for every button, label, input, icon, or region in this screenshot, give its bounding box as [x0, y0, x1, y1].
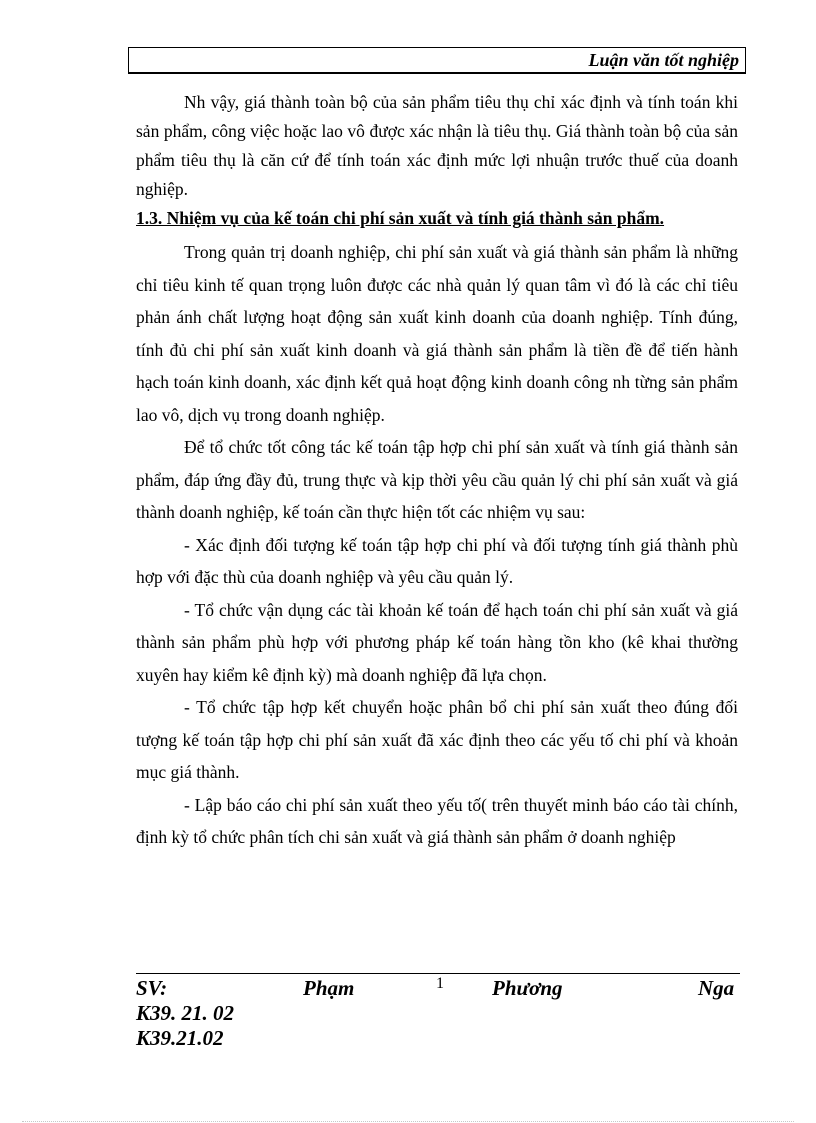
footer-sv-label: SV: [136, 976, 168, 1000]
intro-block [136, 88, 738, 204]
bullet-2: - Tổ chức vận dụng các tài khoản kế toán để hạch toán chi phí sản xuất và giá thành sản phẩm phù hợp với phương pháp kế toán hàng tồn kho (kê khai thường xuyên hay kiểm kê định kỳ) mà doanh nghiệp đã lựa chọn. [136, 599, 738, 685]
footer-divider [136, 973, 740, 974]
intro-paragraph: Nh vậy, giá thành toàn bộ của sản phẩm tiêu thụ chỉ xác định và tính toán khi sản phẩm, công việc hoặc lao vô được xác nhận là tiêu thụ. Giá thành toàn bộ của sản phẩm tiêu thụ là căn cứ để tính toán xác định mức lợi nhuận trước thuế của doanh nghiệp. [136, 92, 738, 199]
footer-name-2: Phương [492, 976, 563, 1000]
page-bottom-border [22, 1121, 794, 1122]
footer-name-3: Nga [698, 976, 735, 1000]
footer-name-1: Phạm [303, 976, 355, 1000]
paragraph-1: Trong quản trị doanh nghiệp, chi phí sản xuất và giá thành sản phẩm là những chỉ tiêu kinh tế quan trọng luôn được các nhà quản lý quan tâm vì đó là các chỉ tiêu phản ánh chất lượng hoạt động sản xuất kinh doanh của doanh nghiệp. Tính đúng, tính đủ chi phí sản xuất kinh doanh và giá thành sản phẩm là tiền đề để tiến hành hạch toán kinh doanh, xác định kết quả hoạt động kinh doanh công nh từng sản phẩm lao vô, dịch vụ trong doanh nghiệp. [136, 242, 738, 425]
footer-class-1: K39. 21. 02 [136, 1001, 235, 1025]
footer-class-2: K39.21.02 [136, 1026, 224, 1050]
paragraph-2: Để tổ chức tốt công tác kế toán tập hợp chi phí sản xuất và tính giá thành sản phẩm, đáp ứng đầy đủ, trung thực và kịp thời yêu cầu quản lý chi phí sản xuất và giá thành doanh nghiệp, kế toán cần thực hiện tốt các nhiệm vụ sau: [136, 437, 738, 522]
bullet-3: - Tổ chức tập hợp kết chuyển hoặc phân bổ chi phí sản xuất theo đúng đối tượng kế toán tập hợp chi phí sản xuất đã xác định theo các yếu tố chi phí và khoản mục giá thành. [136, 697, 738, 782]
header-title: Luận văn tốt nghiệp [588, 50, 739, 70]
page-header [128, 47, 746, 74]
section-body [136, 236, 738, 854]
page-number: 1 [436, 975, 444, 992]
bullet-1: - Xác định đối tượng kế toán tập hợp chi phí và đối tượng tính giá thành phù hợp với đặc thù của doanh nghiệp và yêu cầu quản lý. [136, 534, 738, 587]
section-heading: 1.3. Nhiệm vụ của kế toán chi phí sản xuất và tính giá thành sản phẩm. [136, 208, 665, 228]
bullet-4: - Lập báo cáo chi phí sản xuất theo yếu tố( trên thuyết minh báo cáo tài chính, định kỳ tổ chức phân tích chi sản xuất và giá thành sản phẩm ở doanh nghiệp [136, 794, 738, 847]
